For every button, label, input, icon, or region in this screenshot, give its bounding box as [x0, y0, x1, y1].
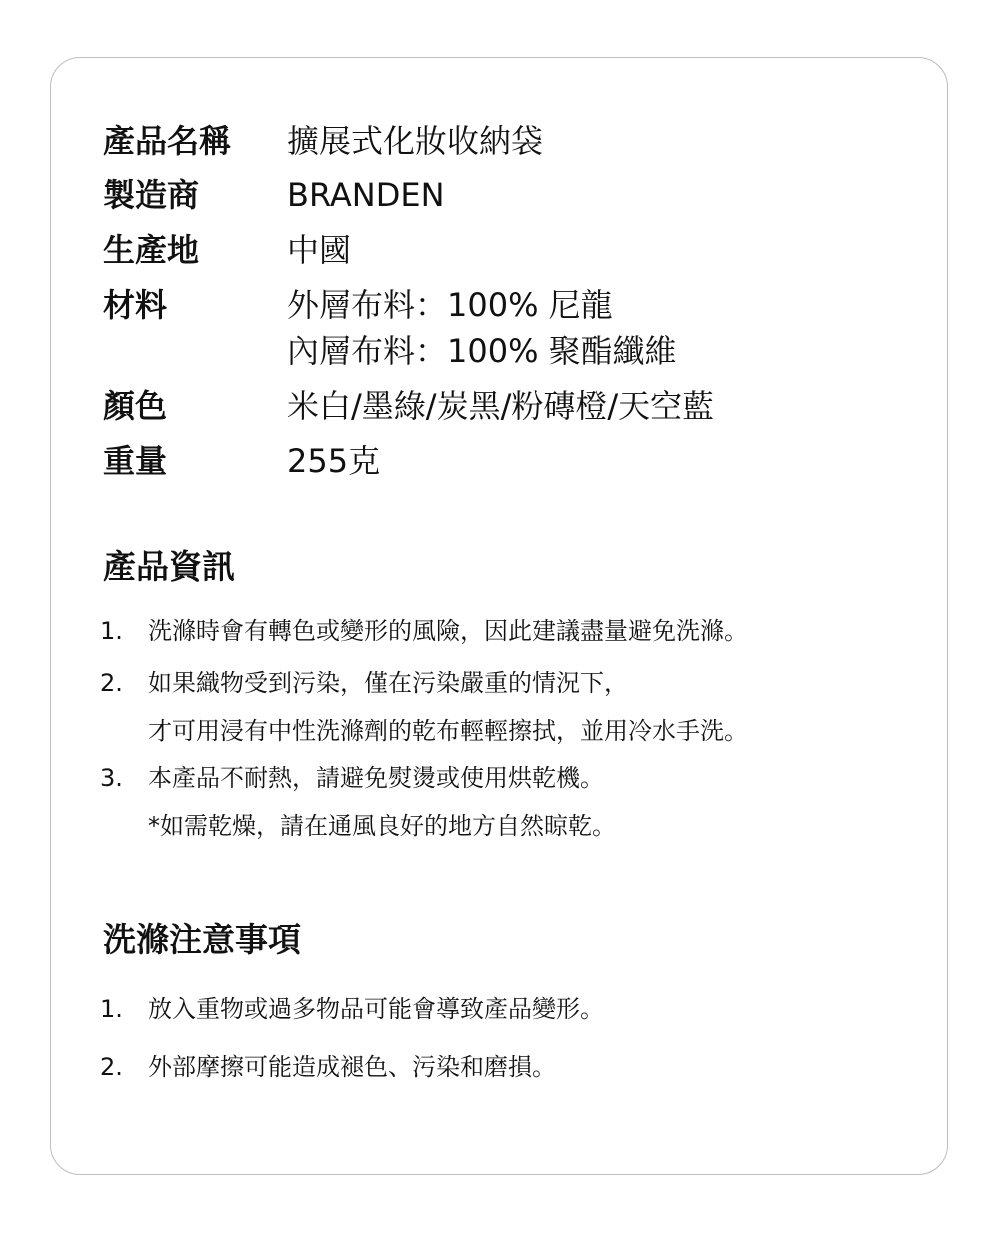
spec-value: 255克: [287, 442, 381, 480]
spec-value: BRANDEN: [287, 176, 445, 214]
list-number: 1.: [100, 995, 123, 1023]
material-outer: 外層布料：100% 尼龍: [287, 286, 613, 324]
list-number: 2.: [100, 1053, 123, 1081]
list-text: [148, 761, 616, 857]
spec-label: 製造商: [103, 176, 200, 214]
list-line: *如需乾燥，請在通風良好的地方自然晾乾。: [148, 812, 616, 840]
list-number: 3.: [100, 764, 123, 792]
spec-label: 重量: [103, 442, 168, 480]
spec-label: 材料: [103, 286, 168, 324]
list-line: 洗滌時會有轉色或變形的風險，因此建議盡量避免洗滌。: [148, 617, 748, 645]
spec-value: 擴展式化妝收納袋: [287, 122, 544, 160]
spec-label: 顏色: [103, 387, 168, 425]
spec-value-material: [287, 282, 677, 374]
list-line: 才可用浸有中性洗滌劑的乾布輕輕擦拭，並用冷水手洗。: [148, 717, 748, 745]
spec-label: 產品名稱: [103, 122, 232, 160]
list-text: [148, 666, 748, 762]
list-number: 1.: [100, 617, 123, 645]
list-line: 如果織物受到污染，僅在污染嚴重的情況下，: [148, 669, 628, 697]
spec-label: 生產地: [103, 231, 200, 269]
list-text: [148, 992, 604, 1040]
spec-value: 中國: [287, 231, 352, 269]
list-line: 外部摩擦可能造成褪色、污染和磨損。: [148, 1053, 556, 1081]
list-line: 本產品不耐熱，請避免熨燙或使用烘乾機。: [148, 764, 604, 792]
section-title-product-info: 產品資訊: [103, 547, 235, 586]
list-line: 放入重物或過多物品可能會導致產品變形。: [148, 995, 604, 1023]
list-text: [148, 614, 748, 662]
material-inner: 內層布料：100% 聚酯纖維: [287, 332, 677, 370]
spec-value: 米白/墨綠/炭黑/粉磚橙/天空藍: [287, 387, 715, 425]
list-text: [148, 1050, 556, 1098]
section-title-wash-notes: 洗滌注意事項: [103, 920, 301, 959]
list-number: 2.: [100, 669, 123, 697]
